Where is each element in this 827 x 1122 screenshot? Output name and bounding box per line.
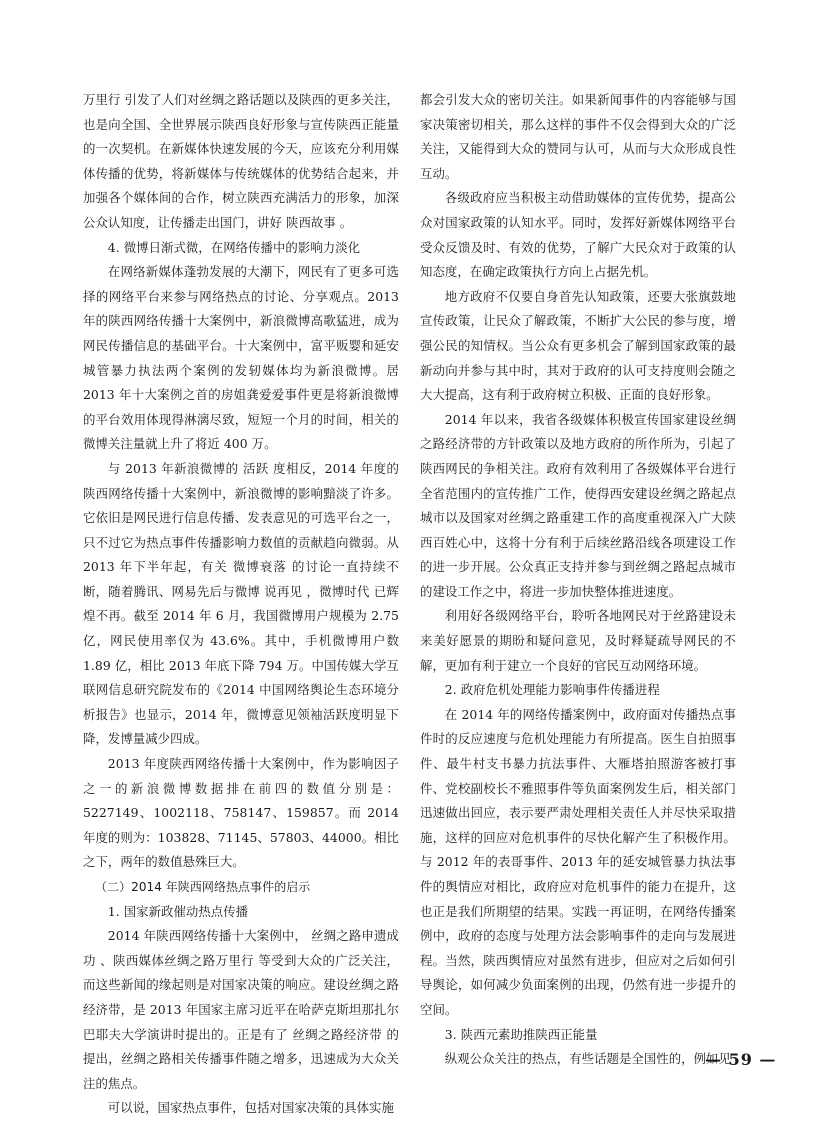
paragraph: 各级政府应当积极主动借助媒体的宣传优势，提高公众对国家政策的认知水平。同时，发挥好新媒体网络平台受众反馈及时、有效的优势，了解广大民众对于政策的认知态度，在确定政策执行方向上占据先机。 [420,190,736,280]
paragraph: 地方政府不仅要自身首先认知政策，还要大张旗鼓地宣传政策，让民众了解政策，不断扩大公民的参与度，增强公民的知情权。当公众有更多机会了解到国家政策的最新动向并参与其中时，其对于政府的认可支持度则会随之大大提高，这有利于政府树立积极、正面的良好形象。 [420,288,736,403]
paragraph: 在 2014 年的网络传播案例中，政府面对传播热点事件时的反应速度与危机处理能力有所提高。医生自拍照事件、最牛村支书暴力抗法事件、大雁塔拍照游客被打事件、党校副校长不雅照事件等负面案例发生后，相关部门迅速做出回应，表示要严肃处理相关责任人并尽快采取措施，这样的回应对危机事件的尽快化解产生了积极作用。与 2012 年的表哥事件、2013 年的延安城管暴力执法事件的舆情应对相比，政府应对危机事件的能力在提升，这也正是我们所期望的结果。实践一再证明，在网络传播案例中，政府的态度与处理方法会影响事件的走向与发展进程。当然，陕西舆情应对虽然有进步，但应对之后如何引导舆论，如何减少负面案例的出现，仍然有进一步提升的空间。 [420,706,736,1017]
paragraph: 纵观公众关注的热点，有些话题是全国性的，例如见 [444,1051,731,1067]
section-heading: 3. 陕西元素助推陕西正能量 [444,1026,598,1042]
paragraph: 万里行 引发了人们对丝绸之路话题以及陕西的更多关注，也是向全国、全世界展示陕西良好形象与宣传陕西正能量的一次契机。在新媒体快速发展的今天，应该充分利用媒体传播的优势，将新媒体与传统媒体的优势结合起来，并加强各个媒体间的合作，树立陕西充满活力的形象，加深公众认知度，让传播走出国门，讲好 陕西故事 。 [83,92,399,230]
left-text-column [83,88,399,1121]
section-heading: 2. 政府危机处理能力影响事件传播进程 [444,682,660,698]
paragraph: 在网络新媒体蓬勃发展的大潮下，网民有了更多可选择的网络平台来参与网络热点的讨论、分享观点。2013 年的陕西网络传播十大案例中，新浪微博高歌猛进，成为网民传播信息的基础平台。十大案例中，富平贩婴和延安城管暴力执法两个案例的发轫媒体均为新浪微博。居 2013 年十大案例之首的房姐龚爱爱事件更是将新浪微博的平台效用体现得淋漓尽致，短短一个月的时间，相关的微博关注量就上升了将近 400 万。 [83,264,399,452]
page-number: — 59 — [705,1050,777,1069]
paragraph: 与 2013 年新浪微博的 活跃 度相反，2014 年度的陕西网络传播十大案例中，新浪微博的影响黯淡了许多。它依旧是网民进行信息传播、发表意见的可选平台之一，只不过它为热点事件传播影响力数值的贡献趋向微弱。从 2013 年下半年起，有关 微博衰落 的讨论一直持续不断，随着腾讯、网易先后与微博 说再见 ，微博时代 已辉煌不再。截至 2014 年 6 月，我国微博用户规模为 2.75 亿，网民使用率仅为 43.6%。其中，手机微博用户数 1.89 亿，相比 2013 年底下降 794 万。中国传媒大学互联网信息研究院发布的《2014 中国网络舆论生态环境分析报告》也显示，2014 年，微博意见领袖活跃度明显下降，发博量减少四成。 [83,460,399,747]
paragraph: 2013 年度陕西网络传播十大案例中，作为影响因子之一的新浪微博数据排在前四的数值分别是：5227149、1002118、758147、159857。而 2014 年度的则为：103828、71145、57803、44000。相比之下，两年的数值悬殊巨大。 [83,756,399,870]
section-heading: 1. 国家新政催动热点传播 [107,903,249,919]
paragraph: 可以说，国家热点事件，包括对国家决策的具体实施 [107,1100,394,1116]
section-heading: 4. 微博日渐式微，在网络传播中的影响力淡化 [107,239,361,255]
paragraph: 都会引发大众的密切关注。如果新闻事件的内容能够与国家决策密切相关，那么这样的事件不仅会得到大众的广泛关注，又能得到大众的赞同与认可，从而与大众形成良性互动。 [420,92,736,181]
paragraph: 利用好各级网络平台，聆听各地网民对于丝路建设未来美好愿景的期盼和疑问意见，及时释疑疏导网民的不解，更加有利于建立一个良好的官民互动网络环境。 [420,608,736,673]
paragraph: 2014 年以来，我省各级媒体积极宣传国家建设丝绸之路经济带的方针政策以及地方政府的所作所为，引起了陕西网民的争相关注。政府有效利用了各级媒体平台进行全省范围内的宣传推广工作，使得西安建设丝绸之路起点城市以及国家对丝绸之路重建工作的高度重视深入广大陕西百姓心中，这将十分有利于后续丝路沿线各项建设工作的进一步开展。公众真正支持并参与到丝绸之路起点城市的建设工作之中，将进一步加快整体推进速度。 [420,411,736,599]
paragraph: 2014 年陕西网络传播十大案例中， 丝绸之路申遗成功 、陕西媒体丝绸之路万里行 等受到大众的广泛关注，而这些新闻的缘起则是对国家决策的响应。建设丝绸之路经济带，是 2013 年国家主席习近平在哈萨克斯坦那扎尔巴耶夫大学演讲时提出的。正是有了 丝绸之路经济带 的提出，丝绸之路相关传播事件随之增多，迅速成为大众关注的焦点。 [83,928,399,1091]
right-text-column [420,88,736,1072]
subsection-heading: （二）2014 年陕西网络热点事件的启示 [95,880,311,894]
